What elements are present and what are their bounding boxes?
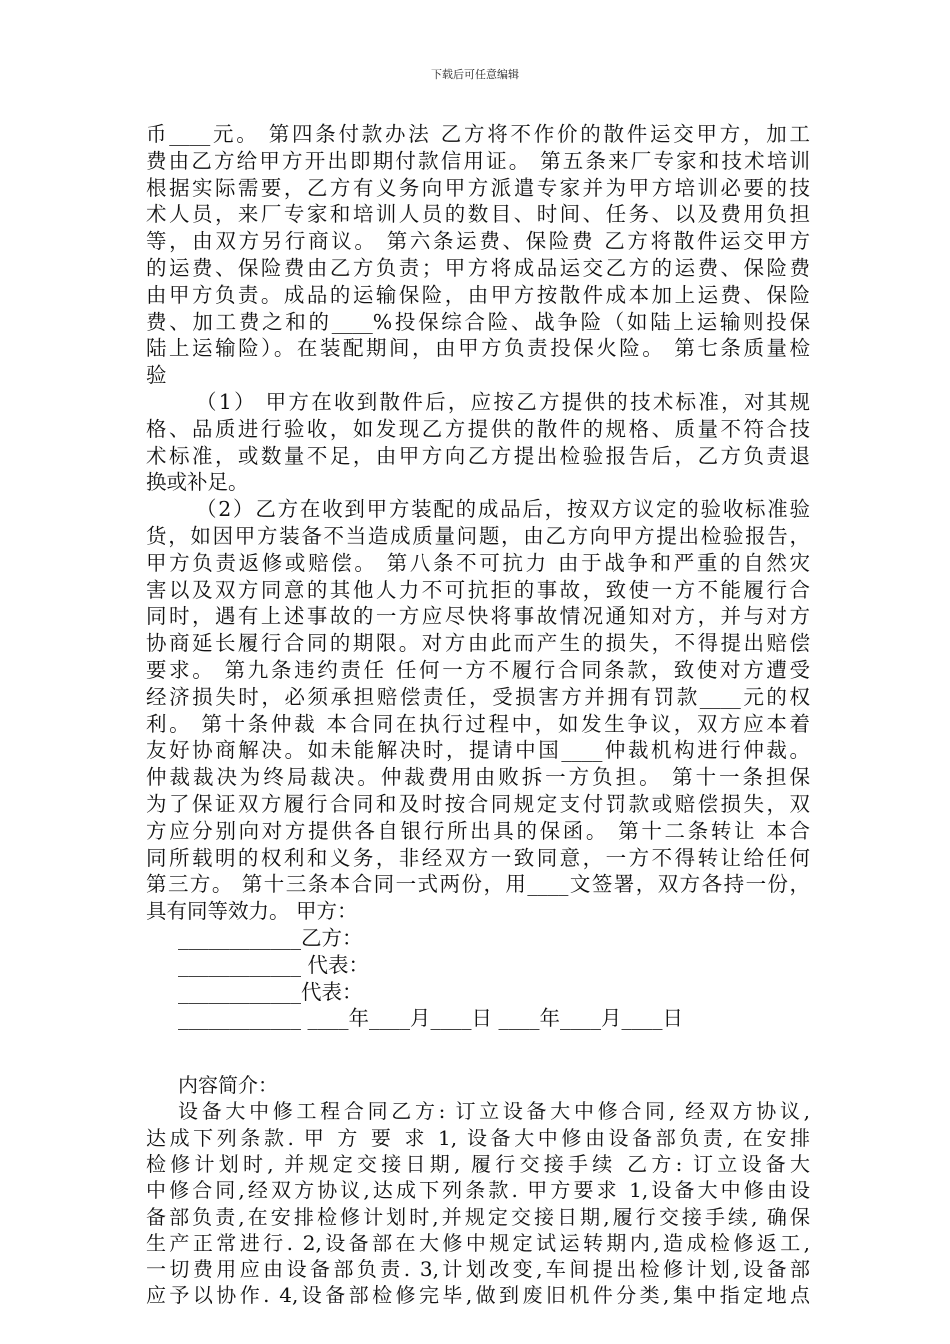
document-body: [146, 121, 810, 1309]
clause-2-line: 方应分别向对方提供各自银行所出具的保函。 第十二条转让 本合: [146, 818, 810, 843]
clause-2-line: 为了保证双方履行合同和及时按合同规定支付罚款或赔偿损失，双: [146, 791, 810, 816]
clause-2-line: 同时，遇有上述事故的一方应尽快将事故情况通知对方，并与对方: [146, 604, 810, 629]
clause-2-line: 友好协商解决。如未能解决时，提请中国____仲裁机构进行仲裁。: [146, 738, 810, 763]
clause-2-line: 仲裁裁决为终局裁决。仲裁费用由败拆一方负担。 第十一条担保: [146, 765, 810, 790]
summary-line: 中修合同,经双方协议,达成下列条款. 甲方要求 1,设备大中修由设: [146, 1178, 810, 1203]
clause-2-line: 利。 第十条仲裁 本合同在执行过程中，如发生争议，双方应本着: [146, 711, 810, 736]
clause-1-line: （1） 甲方在收到散件后，应按乙方提供的技术标准，对其规: [196, 389, 810, 414]
contract-line: 验: [146, 363, 167, 388]
summary-line: 应予以协作. 4,设备部检修完毕,做到废旧机件分类,集中指定地点: [146, 1283, 810, 1308]
summary-line: 生产正常进行. 2,设备部在大修中规定试运转期内,造成检修返工,: [146, 1230, 810, 1255]
contract-line: 币____元。 第四条付款办法 乙方将不作价的散件运交甲方，加工: [146, 122, 810, 146]
signature-representative-line: ____________ 代表：: [178, 952, 370, 977]
summary-line: 检修计划时, 并规定交接日期, 履行交接手续 乙方: 订立设备大: [146, 1151, 810, 1176]
clause-2-line: （2）乙方在收到甲方装配的成品后，按双方议定的验收标准验: [196, 497, 810, 522]
summary-line: 一切费用应由设备部负责. 3,计划改变,车间提出检修计划,设备部: [146, 1257, 810, 1282]
contract-line: 费由乙方给甲方开出即期付款信用证。 第五条来厂专家和技术培训: [146, 148, 810, 173]
clause-2-line: 第三方。 第十三条本合同一式两份，用____文签署，双方各持一份，: [146, 872, 810, 897]
clause-2-line: 要求。 第九条违约责任 任何一方不履行合同条款，致使对方遭受: [146, 657, 810, 682]
contract-line: 等，由双方另行商议。 第六条运费、保险费 乙方将散件运交甲方: [146, 229, 810, 254]
summary-section: [146, 1072, 810, 1309]
contract-line: 的运费、保险费由乙方负责；甲方将成品运交乙方的运费、保险费: [146, 255, 810, 280]
clause-2-line: 协商延长履行合同的期限。对方由此而产生的损失，不得提出赔偿: [146, 631, 810, 656]
clause-1-line: 换或补足。: [146, 470, 249, 495]
page-header-note: 下载后可任意编辑: [431, 68, 519, 81]
clause-2-line: 经济损失时，必须承担赔偿责任，受损害方并拥有罚款____元的权: [146, 684, 810, 709]
signature-party-b-line: ____________乙方：: [178, 925, 363, 950]
clause-2-line: 货，如因甲方装备不当造成质量问题，由乙方向甲方提出检验报告，: [146, 523, 810, 548]
contract-section: [146, 121, 810, 1032]
clause-1-line: 格、品质进行验收，如发现乙方提供的散件的规格、质量不符合技: [146, 416, 810, 441]
contract-line: 陆上运输险）。在装配期间，由甲方负责投保火险。 第七条质量检: [146, 336, 810, 361]
contract-line: 根据实际需要，乙方有义务向甲方派遣专家并为甲方培训必要的技: [146, 175, 810, 200]
contract-line: 费、加工费之和的____%投保综合险、战争险（如陆上运输则投保: [146, 309, 810, 334]
clause-2-line: 害以及双方同意的其他人力不可抗拒的事故，致使一方不能履行合: [146, 577, 810, 602]
clause-2-line: 同所载明的权利和义务，非经双方一致同意，一方不得转让给任何: [146, 845, 810, 870]
clause-2-line: 具有同等效力。 甲方：: [146, 899, 358, 924]
signature-date-line: ____________ ____年____月____日 ____年____月____日: [178, 1006, 684, 1031]
clause-1-line: 术标准，或数量不足，由甲方向乙方提出检验报告后，乙方负责退: [146, 443, 810, 468]
summary-line: 达成下列条款. 甲 方 要 求 1, 设备大中修由设备部负责, 在安排: [146, 1125, 810, 1150]
summary-line: 备部负责,在安排检修计划时,并规定交接日期,履行交接手续, 确保: [146, 1204, 810, 1229]
summary-line: 设备大中修工程合同乙方: 订立设备大中修合同, 经双方协议,: [178, 1099, 810, 1124]
clause-2-line: 甲方负责返修或赔偿。 第八条不可抗力 由于战争和严重的自然灾: [146, 550, 810, 575]
signature-representative-line: ____________代表：: [178, 979, 363, 1004]
contract-line: 术人员，来厂专家和培训人员的数目、时间、任务、以及费用负担: [146, 202, 810, 227]
contract-line: 由甲方负责。成品的运输保险，由甲方按散件成本加上运费、保险: [146, 282, 810, 307]
summary-title: 内容简介：: [178, 1073, 278, 1098]
